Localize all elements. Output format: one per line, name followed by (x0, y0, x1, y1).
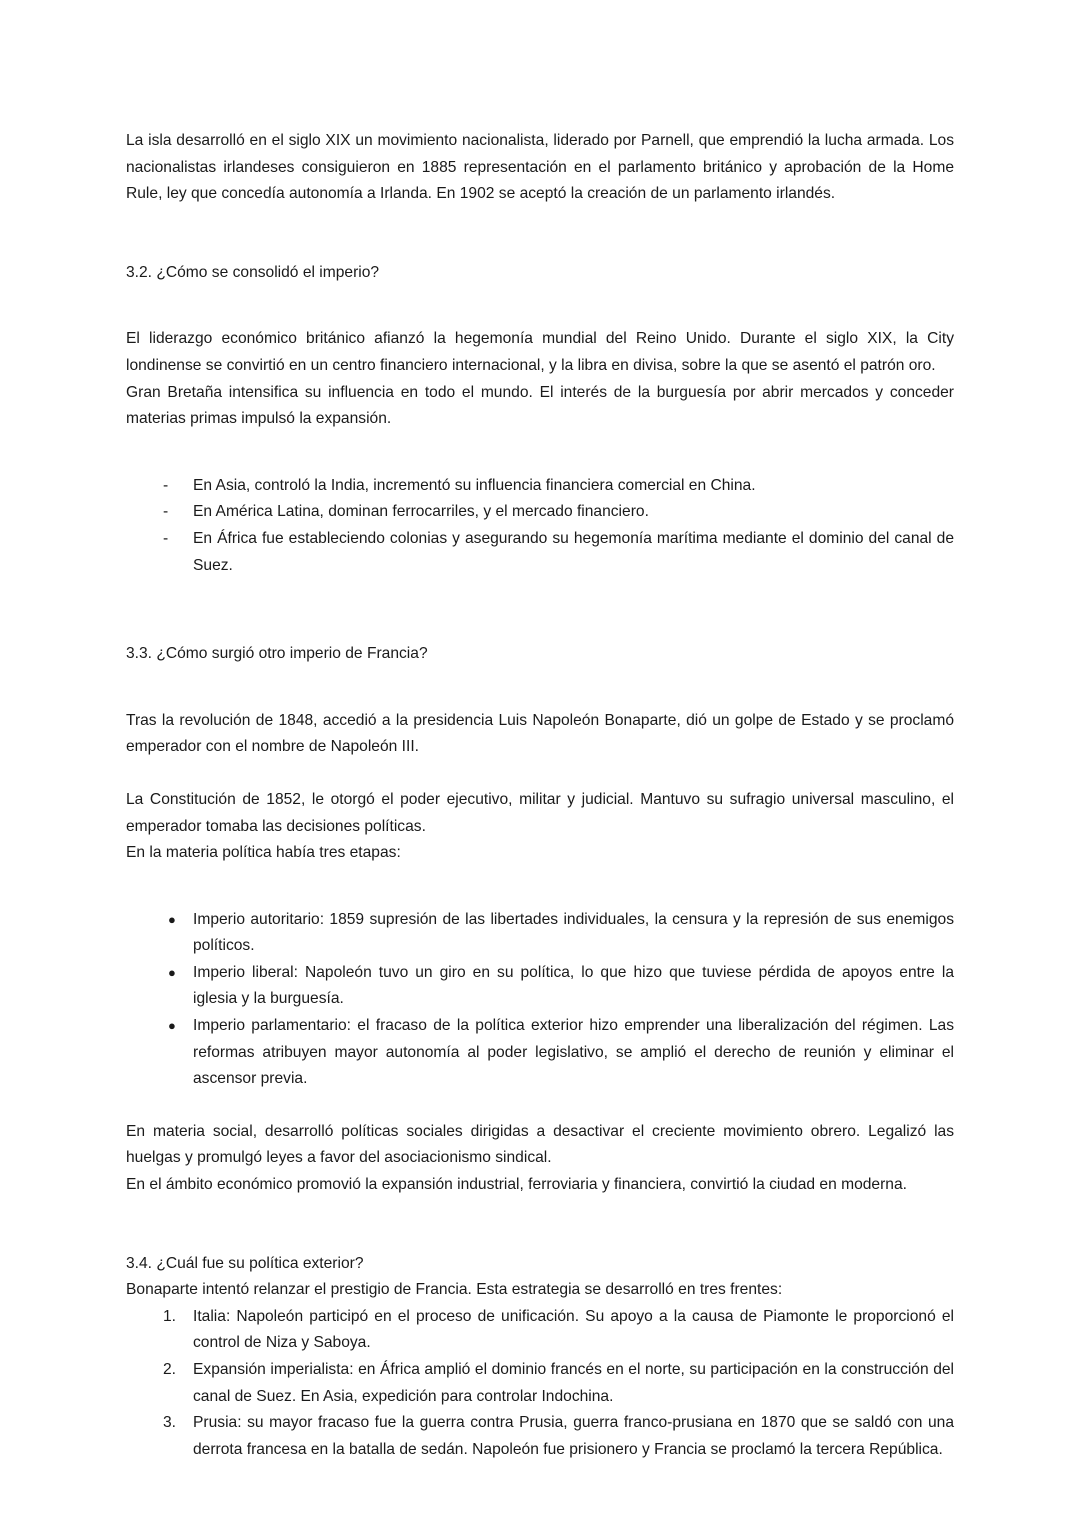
paragraph-3-3-a: Tras la revolución de 1848, accedió a la presidencia Luis Napoleón Bonaparte, dió un golpe de Estado y se proclamó emperador con el nombre de Napoleón III. (126, 711, 954, 756)
paragraph-social-a: En materia social, desarrolló políticas sociales dirigidas a desactivar el creciente movimiento obrero. Legalizó las huelgas y promulgó leyes a favor del asociacionismo sindical. (126, 1122, 954, 1167)
spacer (126, 668, 954, 708)
bullet-dot-icon: ● (168, 1018, 176, 1034)
dot-bullet-list (126, 907, 954, 1093)
bullet-dot-icon: ● (168, 964, 176, 980)
paragraph-3-3-c: En la materia política había tres etapas: (126, 844, 401, 862)
list-item-text: En Asia, controló la India, incrementó su influencia financiera comercial en China. (193, 476, 756, 494)
spacer (126, 867, 954, 907)
paragraph-social-b: En el ámbito económico promovió la expansión industrial, ferroviaria y financiera, convirtió la ciudad en moderna. (126, 1176, 907, 1194)
list-item (126, 526, 954, 579)
list-item-text: Prusia: su mayor fracaso fue la guerra contra Prusia, guerra franco-prusiana en 1870 que se saldó con una derrota francesa en la batalla de sedán. Napoleón fue prisionero y Francia se proclamó la tercera República. (193, 1414, 954, 1458)
list-item-text: Italia: Napoleón participó en el proceso de unificación. Su apoyo a la causa de Piamonte le proporcionó el control de Niza y Saboya. (193, 1307, 954, 1352)
list-number: 1. (163, 1307, 177, 1325)
heading-3-4: 3.4. ¿Cuál fue su política exterior? (126, 1254, 364, 1272)
list-item (126, 1304, 954, 1357)
list-item (126, 907, 954, 960)
list-number: 3. (163, 1414, 177, 1432)
dash-marker: - (163, 476, 169, 494)
intro-paragraph: La isla desarrolló en el siglo XIX un movimiento nacionalista, liderado por Parnell, que emprendió la lucha armada. Los nacionalistas irlandeses consiguieron en 1885 representación en el parlamento británico y aprobación de la Home Rule, ley que concedía autonomía a Irlanda. En 1902 se aceptó la creación de un parlamento irlandés. (126, 132, 954, 203)
spacer (126, 433, 954, 473)
paragraph-3-2-a: El liderazgo económico británico afianzó la hegemonía mundial del Reino Unido. Durante el siglo XIX, la City londinense se convirtió en un centro financiero internacional, y la libra en divisa, sobre la que se asentó el patrón oro. (126, 330, 954, 374)
list-item-text: En América Latina, dominan ferrocarriles, y el mercado financiero. (193, 503, 649, 521)
list-item (126, 960, 954, 1013)
paragraph-3-2-b: Gran Bretaña intensifica su influencia en todo el mundo. El interés de la burguesía por abrir mercados y conceder materias primas impulsó la expansión. (126, 383, 954, 428)
heading-3-3: 3.3. ¿Cómo surgió otro imperio de Francia? (126, 645, 428, 663)
spacer (126, 208, 954, 260)
paragraph-3-3-b: La Constitución de 1852, le otorgó el poder ejecutivo, militar y judicial. Mantuvo su sufragio universal masculino, el emperador tomaba las decisiones políticas. (126, 790, 954, 835)
dash-bullet-list (126, 473, 954, 579)
list-item (126, 473, 954, 500)
list-item (126, 1357, 954, 1410)
spacer (126, 1093, 954, 1119)
document-body (126, 128, 954, 1463)
paragraph-3-4-intro: Bonaparte intentó relanzar el prestigio de Francia. Esta estrategia se desarrolló en tres frentes: (126, 1281, 783, 1299)
spacer (126, 1199, 954, 1251)
list-item (126, 1013, 954, 1093)
list-item (126, 499, 954, 526)
numbered-list (126, 1304, 954, 1464)
dash-marker: - (163, 529, 169, 547)
dash-marker: - (163, 503, 169, 521)
list-item-text: Imperio liberal: Napoleón tuvo un giro en su política, lo que hizo que tuviese pérdida de apoyos entre la iglesia y la burguesía. (193, 963, 954, 1008)
bullet-dot-icon: ● (168, 911, 176, 927)
spacer (126, 286, 954, 326)
list-item-text: Expansión imperialista: en África amplió el dominio francés en el norte, su participación en la construcción del canal de Suez. En Asia, expedición para controlar Indochina. (193, 1361, 954, 1405)
list-number: 2. (163, 1361, 177, 1378)
spacer (126, 761, 954, 787)
list-item-text: En África fue estableciendo colonias y asegurando su hegemonía marítima mediante el dominio del canal de Suez. (193, 529, 954, 574)
list-item (126, 1410, 954, 1463)
list-item-text: Imperio autoritario: 1859 supresión de las libertades individuales, la censura y la represión de sus enemigos políticos. (193, 910, 954, 955)
list-item-text: Imperio parlamentario: el fracaso de la política exterior hizo emprender una liberalización del régimen. Las reformas atribuyen mayor autonomía al poder legislativo, se amplió el derecho de reunión y eliminar el ascensor previa. (193, 1017, 954, 1088)
spacer (126, 579, 954, 641)
heading-3-2: 3.2. ¿Cómo se consolidó el imperio? (126, 263, 380, 281)
